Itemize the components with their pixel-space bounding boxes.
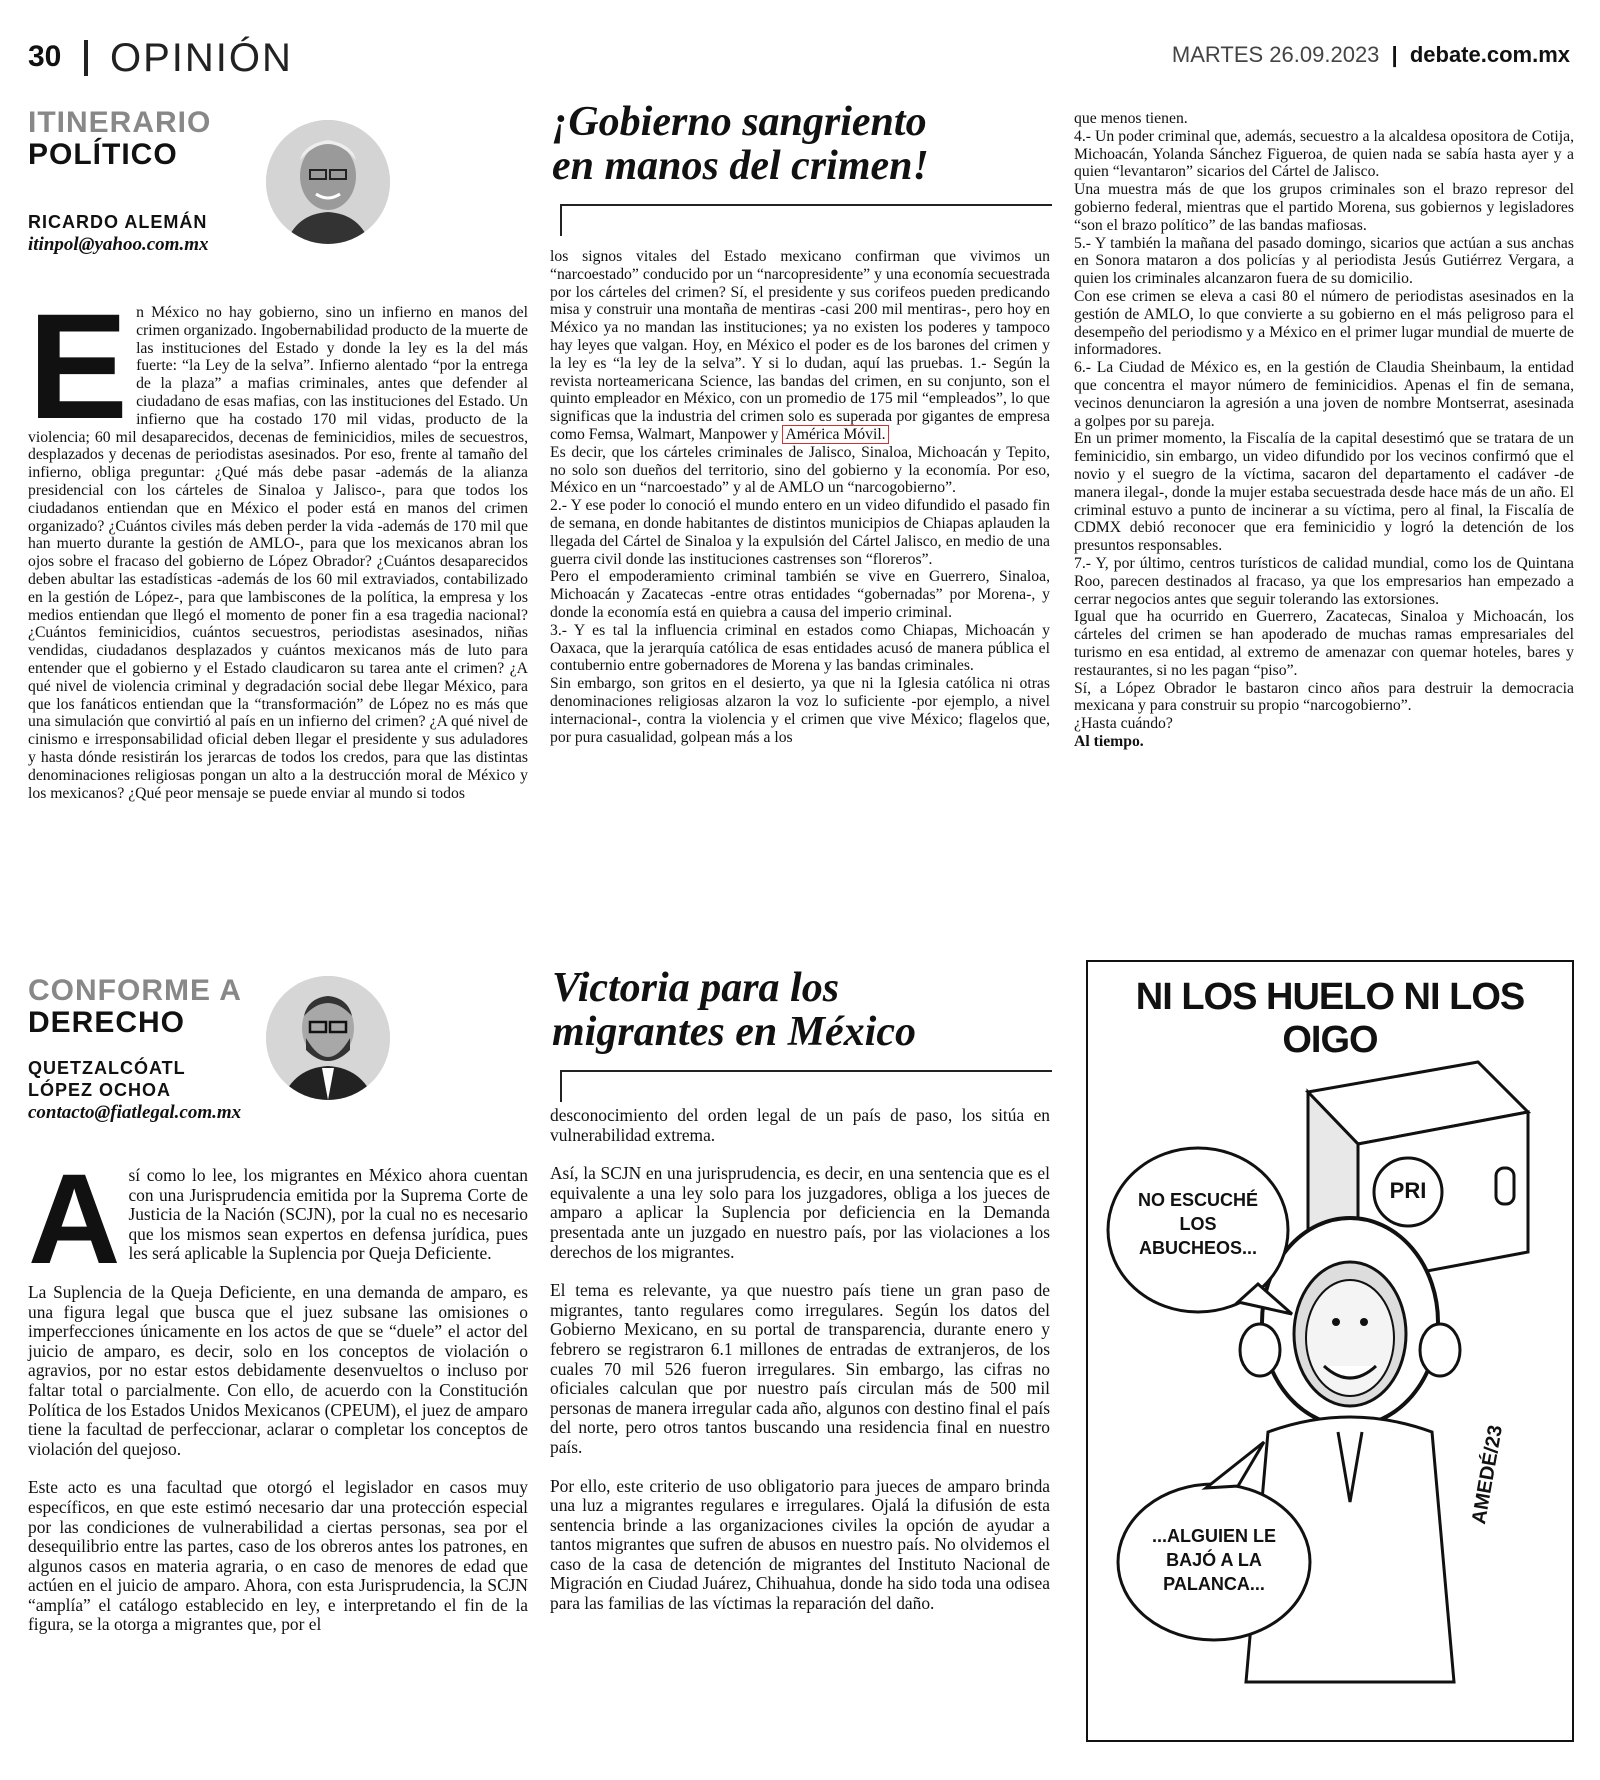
paragraph: Por ello, este criterio de uso obligatorio para jueces de amparo brinda una luz a migrantes regulares e irregulares. Ojalá la difusión de esta sentencia brinde a las organizaciones civiles la opción de ayudar a tantos migrantes que sufren de abusos en nuestro país. No olvidemos el caso de la casa de detención de migrantes del Instituto Nacional de Migración en Ciudad Juárez, Chihuahua, donde ha sido toda una odisea para las familias de las víctimas la reparación del daño.	[550, 1475, 1050, 1614]
headline-line-2: en manos del crimen!	[552, 143, 929, 189]
paragraph: 6.- La Ciudad de México es, en la gestión de Claudia Sheinbaum, la entidad que concentra el mayor número de feminicidios. Apenas el fin de semana, vecinos denunciaron la agresión a una joven de nombre Montserrat, asesinada a golpes por su pareja.	[1074, 359, 1574, 430]
paragraph: 4.- Un poder criminal que, además, secuestro a la alcaldesa opositora de Cotija, Michoacán, Yolanda Sánchez Figueroa, de quien nada se sabía hasta ayer y a quien “levantaron” sicarios del Cártel de Jalisco.	[1074, 127, 1574, 181]
section-title: OPINIÓN	[110, 36, 293, 80]
author-photo	[266, 120, 390, 244]
article-column-2	[550, 248, 1050, 904]
author-email[interactable]: contacto@fiatlegal.com.mx	[28, 1102, 242, 1123]
author-name: RICARDO ALEMÁN	[28, 212, 208, 232]
header-divider	[84, 40, 88, 76]
paragraph: 3.- Y es tal la influencia criminal en estados como Chiapas, Michoacán y Oaxaca, que la jerarquía católica de esas entidades acusó de manera pública el contubernio entre gobernadores de Morena y las bandas criminales.	[550, 621, 1050, 675]
headline-line-1: ¡Gobierno sangriento	[552, 99, 927, 145]
paragraph: n México no hay gobierno, sino un infierno en manos del crimen organizado. Ingobernabilidad producto de la muerte de las instituciones del Estado y donde la ley es la del más fuerte: “la Ley de la selva”. Infierno alentado “por la entrega de la plaza” a mafias criminales, antes que defender al ciudadano de esas mafias, con las instituciones del Estado. Un infierno que ha costado 170 mil vidas, producto de la violencia; 60 mil desaparecidos, decenas de feminicidios, miles de secuestros, desplazados y decenas de periodistas asesinados. Por eso, frente al tamaño del infierno, obliga preguntar: ¿Qué más debe pasar -además de la alianza presidencial con los cárteles de Sinaloa y Jalisco-, para que todos los ciudadanos entiendan que en México el poder está en manos del crimen organizado? ¿Cuántos civiles más deben perder la vida -además de 170 mil que han muerto durante la gestión de AMLO-, para que los mexicanos abran los ojos sobre el fracaso del gobierno de López Obrador? ¿Cuántos desaparecidos deben abultar las estadísticas -además de los 60 mil extraviados, contabilizado en la gestión de López-, para que lambiscones de la política, la empresa y los medios entiendan que llegó el momento de poner fin a esa tragedia nacional? ¿Cuántos feminicidios, cuántos secuestros, periodistas asesinados, niñas vendidas, ciudadanos desplazados y cuántos mexicanos más de luto para entender que el gobierno y el Estado claudicaron su tarea ante el crimen? ¿A qué nivel de violencia criminal y degradación social debe llegar México, para que los fanáticos entiendan que la “transformación” de López no es más que una simulación que convirtió al país en un infierno del crimen? ¿A qué nivel de cinismo e irresponsabilidad oficial deben llegar el presidente y sus aduladores y hasta dónde resistirán los jerarcas de todos los credos, para que las distintas denominaciones religiosas pongan un alto a la destrucción moral de México y los mexicanos? ¿Qué peor mensaje se puede enviar al mundo si todos	[28, 304, 528, 802]
speech-bubble-2: ...ALGUIEN LE BAJÓ A LA PALANCA...	[1151, 1526, 1276, 1594]
paragraph: Es decir, que los cárteles criminales de Jalisco, Sinaloa, Michoacán y Tepito, no solo son dueños del territorio, sino del gobierno y la economía. Por eso, México en un “narcoestado” y al de AMLO un “narcogobierno”.	[550, 443, 1050, 497]
author-email[interactable]: itinpol@yahoo.com.mx	[28, 234, 209, 255]
paragraph: desconocimiento del orden legal de un país de paso, los sitúa en vulnerabilidad extrema.	[550, 1105, 1050, 1145]
paragraph: Sí, a López Obrador le bastaron cinco años para destruir la democracia mexicana y para construir su propio “narcogobierno”.	[1074, 679, 1574, 715]
paragraph: 2.- Y ese poder lo conoció el mundo entero en un video difundido el pasado fin de semana, en donde habitantes de distintos municipios de Chiapas aplauden la llegada del Cártel de Sinaloa y la expulsión del Cártel Jalisco, en medio de una guerra civil donde las instituciones castrenses son “floreros”.	[550, 497, 1050, 568]
paragraph: Igual que ha ocurrido en Guerrero, Zacatecas, Sinaloa y Michoacán, los cárteles del crimen se han apoderado de muchas ramas empresariales del turismo en esa entidad, al extremo de amenazar con quemar hoteles, bares y restaurantes, si no les pagan “piso”.	[1074, 608, 1574, 679]
cartoon-title: NI LOS HUELO NI LOS OIGO	[1135, 976, 1525, 1061]
article-headline	[552, 100, 929, 188]
speech-bubble-1: NO ESCUCHÉ LOS ABUCHEOS...	[1137, 1190, 1258, 1258]
ballot-box-label: PRI	[1389, 1178, 1427, 1203]
paragraph: sí como lo lee, los migrantes en México ahora cuentan con una Jurisprudencia emitida por la Suprema Corte de Justicia de la Nación (SCJN), por la cual no es necesario que los mismos sean expertos en defensa jurídica, pues les será aplicable la Suplencia por Queja Deficiente.	[128, 1165, 528, 1264]
column-name-secondary: DERECHO	[28, 1006, 186, 1039]
issue-date: MARTES 26.09.2023	[1171, 42, 1380, 67]
drop-cap: E	[28, 282, 129, 450]
headline-line-1: Victoria para los	[552, 965, 840, 1011]
cartoonist-signature: AMEDÉ/23	[1468, 1423, 1508, 1526]
article-column-2	[550, 1106, 1050, 1756]
paragraph: ¿Hasta cuándo?	[1074, 715, 1173, 733]
page-number: 30	[28, 40, 62, 73]
paragraph: 5.- Y también la mañana del pasado domingo, sicarios que actúan a sus anchas en Sonora mataron a dos policías y al periodista Jesús Gutiérrez Vergara, a quien los criminales alcanzaron fuera de su domicilio.	[1074, 234, 1574, 288]
column-name-primary: ITINERARIO	[28, 106, 212, 139]
paragraph: En un primer momento, la Fiscalía de la capital desestimó que se tratara de un feminicidio, sin embargo, un video difundido por los vecinos confirmó que el novio y el suegro de la víctima, sacaron del departamento el cadáver -de manera ilegal-, donde la mujer estaba secuestrada desde hace más de un año. El criminal estuvo a punto de incinerar a su víctima, pero al final, la Fiscalía de CDMX debió reconocer que era feminicidio y logró la detención de los presuntos responsables.	[1074, 430, 1574, 555]
paragraph: Así, la SCJN en una jurisprudencia, es decir, en una sentencia que es el equivalente a una ley solo para los juzgadores, obliga a los jueces de amparo a aplicar la Suplencia por deficiencia en la Demanda presentada ante un juzgado en nuestro país, por las violaciones a los derechos de los migrantes.	[550, 1163, 1050, 1262]
paragraph: Sin embargo, son gritos en el desierto, ya que ni la Iglesia católica ni otras denominaciones religiosas alzaron la voz lo suficiente -por ejemplo, a nivel internacional-, contra la violencia y el crimen que vive México; flagelos que, por pura casualidad, golpean más a los	[550, 675, 1050, 746]
signoff: Al tiempo.	[1074, 732, 1144, 750]
paragraph: 7.- Y, por último, centros turísticos de calidad mundial, como los de Quintana Roo, parecen destinados al fracaso, ya que los empresarios han empezado a cerrar negocios antes que seguir tolerando las extorsiones.	[1074, 554, 1574, 608]
article-column-3	[1074, 110, 1574, 910]
paragraph: Pero el empoderamiento criminal también se vive en Guerrero, Sinaloa, Michoacán y Zacatecas -entre otras entidades “gobernadas” por Morena-, y donde la economía está en quiebra a causa del imperio criminal.	[550, 568, 1050, 621]
article-column-1	[28, 1148, 528, 1756]
headline-line-2: migrantes en México	[552, 1009, 916, 1055]
dateline: MARTES 26.09.2023 | debate.com.mx	[1171, 42, 1570, 67]
highlighted-company: América Móvil.	[782, 425, 888, 444]
author-name-line-2: LÓPEZ OCHOA	[28, 1080, 172, 1100]
cartoon-drawing	[1088, 962, 1572, 1740]
paragraph: La Suplencia de la Queja Deficiente, en una demanda de amparo, es una figura legal que busca que el juez subsane las omisiones o imperfecciones únicamente en los actos de que se “duele” el actor del juicio de amparo, es decir, solo en los conceptos de violación o agravios, por no estar estos debidamente desenvueltos o incluso por faltar total o parcialmente. Con ello, de acuerdo con la Constitución Política de los Estados Unidos Mexicanos (CPEUM), el juez de amparo tiene la facultad de perfeccionar, aclarar o completar los conceptos de violación del quejoso.	[28, 1281, 528, 1459]
paragraph: Con ese crimen se eleva a casi 80 el número de periodistas asesinados en la gestión de AMLO, lo que convierte a su gobierno en el más peligroso para el desempeño del periodismo y a México en el primer lugar mundial de muerte de informadores.	[1074, 287, 1574, 359]
headline-frame	[560, 1070, 1052, 1102]
article-column-1	[28, 282, 528, 904]
site-link[interactable]: debate.com.mx	[1409, 42, 1570, 67]
author-photo	[266, 976, 390, 1100]
headline-frame	[560, 204, 1052, 236]
paragraph: que menos tienen.	[1074, 110, 1188, 127]
drop-cap: A	[28, 1148, 121, 1291]
paragraph: El tema es relevante, ya que nuestro país tiene un gran paso de migrantes, tanto regulares como irregulares. Según los datos del Gobierno Mexicano, en su portal de transparencia, durante enero y febrero se registraron 6.1 millones de entradas de extranjeros, de los cuales 70 mil 526 fueron irregulares. Sin embargo, las cifras no oficiales calculan que por nuestro país circulan más de 500 mil personas de manera irregular cada año, algunos con destino final el país del norte, pero otros tantos buscando una residencia final en nuestro país.	[550, 1280, 1050, 1457]
paragraph: los signos vitales del Estado mexicano confirman que vivimos un “narcoestado” conducido por un “narcopresidente” y una economía secuestrada por los cárteles del crimen? Sí, el presidente y sus corifeos pueden predicando misa y construir una montaña de mentiras -casi 200 mil mentiras-, pero hoy en México ya no mandan las instituciones; ya no existen los poderes y tampoco hay leyes que valgan. Hoy, en México el poder es de los barones del crimen y la ley es “la ley de la selva”. Y si lo dudan, aquí las pruebas. 1.- Según la revista norteamericana Science, las bandas del crimen, en su conjunto, son el quinto empleador en México, con un promedio de 175 mil “empleados”, lo que significas que la industria del crimen solo es superada por gigantes de empresa como Femsa, Walmart, Manpower y América Móvil.	[550, 248, 1050, 443]
column-name-primary: CONFORME A	[28, 974, 242, 1007]
paragraph: Este acto es una facultad que otorgó el legislador en casos muy específicos, en que este estimó necesario dar una protección especial por las condiciones de vulnerabilidad a ciertas personas, sea por el desequilibrio entre las partes, caso de los obreros antes los patrones, en algunos casos en materia agraria, o en caso de menores de edad que actúen en el juicio de amparo. Ahora, con esta Jurisprudencia, la SCJN “amplía” el catálogo establecido en ley, e interpretando el fin de la figura, se la otorga a migrantes que, por el	[28, 1477, 528, 1635]
paragraph: Una muestra más de que los grupos criminales son el brazo represor del gobierno federal, mientras que el partido Morena, sus gobiernos y legisladores “son el brazo político” de las bandas mafiosas.	[1074, 181, 1574, 234]
author-name-line-1: QUETZALCÓATL	[28, 1058, 186, 1078]
article-headline	[552, 966, 916, 1054]
editorial-cartoon	[1086, 960, 1574, 1742]
column-name-secondary: POLÍTICO	[28, 138, 178, 171]
